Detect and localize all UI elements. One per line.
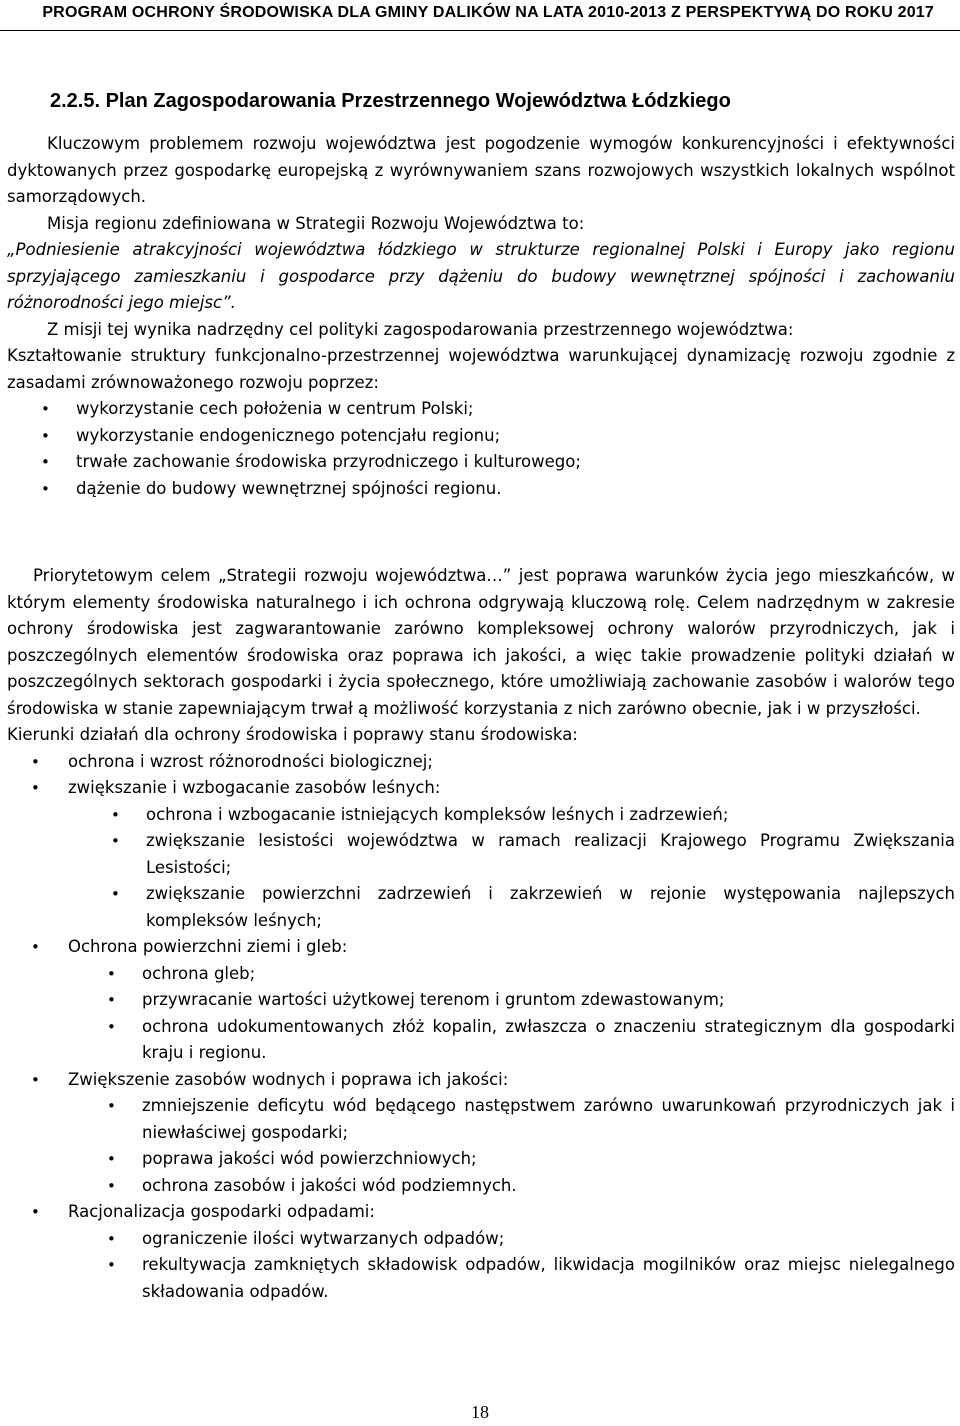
sub-list-item: [7, 1173, 955, 1200]
paragraph-mission-lead: Misja regionu zdefiniowana w Strategii Rozwoju Województwa to:: [47, 213, 585, 233]
list-item-text: dążenie do budowy wewnętrznej spójności regionu.: [76, 478, 502, 498]
bullet-icon: •: [31, 938, 40, 956]
bullet-icon: •: [31, 779, 40, 797]
sub-list: [68, 961, 955, 1067]
sub-list-item: [7, 1146, 955, 1173]
list-item: [7, 749, 955, 776]
sub-list-item-text: poprawa jakości wód powierzchniowych;: [142, 1149, 477, 1168]
sub-list-item: [7, 987, 955, 1014]
body-block-upper: [7, 131, 955, 502]
list-item: [7, 1199, 955, 1305]
bullet-icon: •: [111, 885, 120, 903]
bullet-icon: •: [41, 453, 50, 471]
header-rule: [0, 30, 960, 31]
sub-list-item-text: ochrona i wzbogacanie istniejących kompleksów leśnych i zadrzewień;: [146, 804, 729, 824]
list-item-text: ochrona i wzrost różnorodności biologicznej;: [68, 751, 433, 771]
bullet-icon: •: [107, 1256, 116, 1274]
list-item-text: wykorzystanie endogenicznego potencjału regionu;: [76, 425, 501, 445]
sub-list-item-text: zwiększanie lesistości województwa w ramach realizacji Krajowego Programu Zwiększania Lesistości;: [146, 831, 955, 877]
sub-list-item-text: przywracanie wartości użytkowej terenom i gruntom zdewastowanym;: [142, 990, 725, 1009]
development-list: [7, 396, 955, 502]
paragraph-priority: Priorytetowym celem „Strategii rozwoju województwa…” jest poprawa warunków życia jego mieszkańców, w którym elementy środowiska naturalnego i ich ochrona odgrywają kluczową rolę. Celem nadrzędnym w zakresie ochrony środowiska jest zagwarantowanie zarówno kompleksowej ochrony walorów przyrodniczych, jak i poszczególnych elementów środowiska oraz poprawa ich jakości, a więc takie prowadzenie polityki działań w poszczególnych sektorach gospodarki i życia społecznego, które umożliwiają zachowanie zasobów i walorów tego środowiska w stanie zapewniającym trwał ą możliwość korzystania z nich zarówno obecnie, jak i w przyszłości.: [7, 566, 955, 718]
bullet-icon: •: [41, 426, 50, 445]
list-item: [7, 1067, 955, 1200]
bullet-icon: •: [111, 805, 120, 824]
sub-list: [68, 802, 955, 935]
list-item: [7, 396, 955, 423]
sub-list-item: [7, 1252, 955, 1305]
sub-list: [68, 1093, 955, 1199]
sub-list-item: [7, 828, 955, 881]
sub-list-item: [7, 881, 955, 934]
body-block-lower: [7, 563, 955, 1305]
list-item-text: Ochrona powierzchni ziemi i gleb:: [68, 937, 348, 956]
bullet-icon: •: [107, 1097, 116, 1115]
list-item: [7, 476, 955, 503]
sub-list-item-text: rekultywacja zamkniętych składowisk odpadów, likwidacja mogilników oraz miejsc nielegalnego składowania odpadów.: [142, 1255, 955, 1301]
list-item-text: zwiększanie i wzbogacanie zasobów leśnych:: [68, 778, 441, 797]
page-number: 18: [471, 1402, 489, 1422]
sub-list: [68, 1226, 955, 1306]
paragraph-problem: Kluczowym problemem rozwoju województwa jest pogodzenie wymogów konkurencyjności i efektywności dyktowanych przez gospodarkę europejską z wyrównywaniem szans rozwojowych wszystkich lokalnych wspólnot samorządowych.: [7, 134, 955, 206]
bullet-icon: •: [107, 1229, 116, 1248]
paragraph-shaping: Kształtowanie struktury funkcjonalno-przestrzennej województwa warunkującej dynamizację rozwoju zgodnie z zasadami zrównoważonego rozwoju poprzez:: [7, 346, 955, 392]
sub-list-item: [7, 802, 955, 829]
directions-list: [7, 749, 955, 1306]
list-item-text: Zwiększenie zasobów wodnych i poprawa ich jakości:: [68, 1069, 509, 1089]
sub-list-item-text: ochrona udokumentowanych złóż kopalin, zwłaszcza o znaczeniu strategicznym dla gospodarki kraju i regionu.: [142, 1016, 955, 1062]
sub-list-item-text: ograniczenie ilości wytwarzanych odpadów;: [142, 1228, 505, 1248]
sub-list-item-text: ochrona gleb;: [142, 963, 256, 983]
bullet-icon: •: [107, 1017, 116, 1036]
bullet-icon: •: [107, 991, 116, 1009]
sub-list-item: [7, 961, 955, 988]
sub-list-item: [7, 1226, 955, 1253]
bullet-icon: •: [41, 479, 50, 498]
bullet-icon: •: [41, 400, 50, 418]
bullet-icon: •: [107, 1176, 116, 1195]
paragraph-policy-goal: Z misji tej wynika nadrzędny cel polityki zagospodarowania przestrzennego województwa:: [47, 319, 794, 339]
sub-list-item: [7, 1093, 955, 1146]
bullet-icon: •: [31, 1070, 40, 1089]
bullet-icon: •: [31, 1203, 40, 1221]
paragraph-directions-lead: Kierunki działań dla ochrony środowiska i poprawy stanu środowiska:: [7, 725, 578, 744]
paragraph-mission-quote: „Podniesienie atrakcyjności województwa łódzkiego w strukturze regionalnej Polski i Europy jako regionu sprzyjającego zamieszkaniu i gospodarce przy dążeniu do budowy wewnętrznej spójności i zachowaniu różnorodności jego miejsc”.: [7, 240, 955, 312]
list-item: [7, 423, 955, 450]
bullet-icon: •: [31, 752, 40, 771]
sub-list-item: [7, 1014, 955, 1067]
list-item-text: wykorzystanie cech położenia w centrum Polski;: [76, 399, 474, 418]
sub-list-item-text: ochrona zasobów i jakości wód podziemnych.: [142, 1175, 517, 1195]
sub-list-item-text: zwiększanie powierzchni zadrzewień i zakrzewień w rejonie występowania najlepszych kompleksów leśnych;: [146, 884, 955, 930]
list-item: [7, 775, 955, 934]
bullet-icon: •: [107, 1150, 116, 1168]
list-item: [7, 934, 955, 1067]
bullet-icon: •: [111, 832, 120, 850]
running-header: PROGRAM OCHRONY ŚRODOWISKA DLA GMINY DALIKÓW NA LATA 2010-2013 Z PERSPEKTYWĄ DO ROKU 2017: [42, 4, 934, 21]
list-item-text: Racjonalizacja gospodarki odpadami:: [68, 1202, 375, 1221]
bullet-icon: •: [107, 964, 116, 983]
sub-list-item-text: zmniejszenie deficytu wód będącego następstwem zarówno uwarunkowań przyrodniczych jak i niewłaściwej gospodarki;: [142, 1096, 955, 1142]
section-title: 2.2.5. Plan Zagospodarowania Przestrzennego Województwa Łódzkiego: [50, 90, 731, 112]
list-item-text: trwałe zachowanie środowiska przyrodniczego i kulturowego;: [76, 452, 581, 471]
list-item: [7, 449, 955, 476]
